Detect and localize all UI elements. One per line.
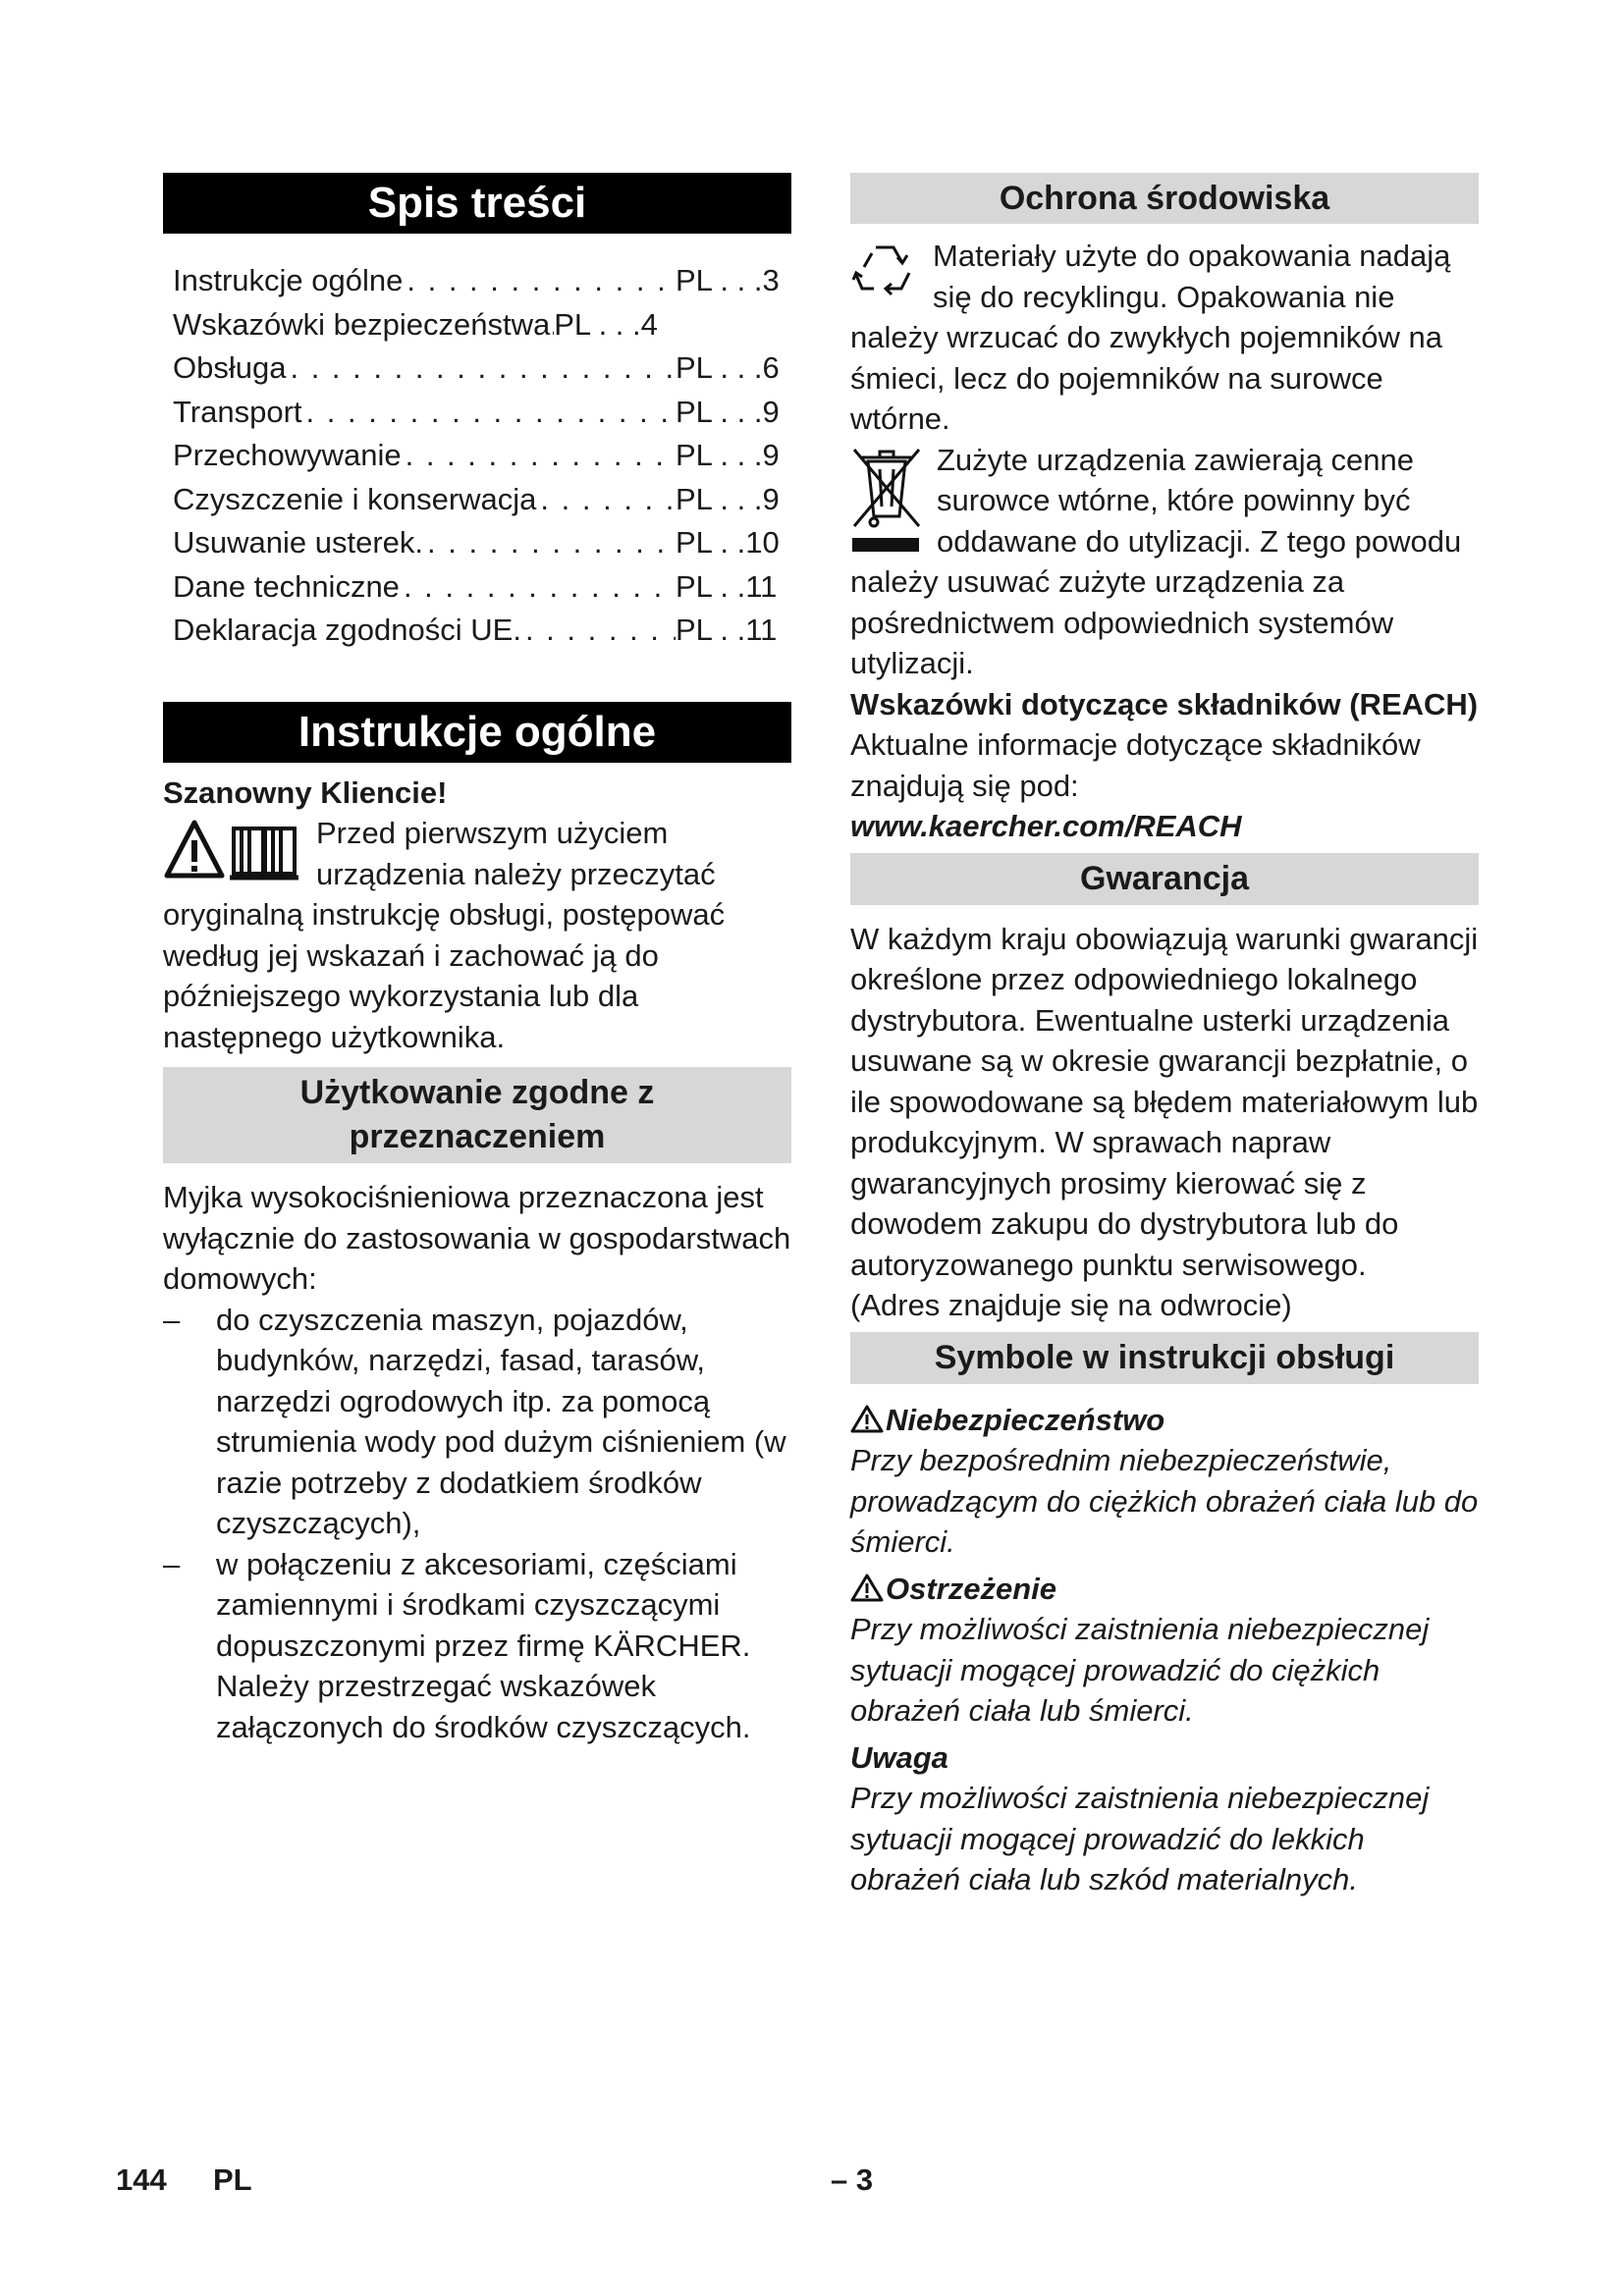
reach-heading: Wskazówki dotyczące składników (REACH) [850, 686, 1479, 721]
intended-use-text: Myjka wysokociśnieniowa przeznaczona jest wyłącznie do zastosowania w gospodarstwach domowych: [163, 1180, 791, 1296]
toc-row[interactable] [173, 478, 791, 522]
toc-row[interactable] [173, 391, 791, 435]
manual-book-icon [230, 828, 298, 878]
toc-item-ref: PL . . .9 [676, 394, 780, 429]
toc-item-title: Wskazówki bezpieczeństwa [173, 306, 551, 342]
toc-row[interactable] [173, 434, 791, 478]
weee-text: Zużyte urządzenia zawierają cenne surowce wtórne, które powinny być oddawane do utylizacji. Z tego powodu należy usuwać zużyte urządzenia za pośrednictwem odpowiednich systemów utylizacji. [850, 442, 1462, 680]
right-column [850, 173, 1479, 1900]
toc-item-title: Instrukcje ogólne [173, 263, 404, 297]
warning-triangle-icon [167, 823, 222, 876]
warranty-text: W każdym kraju obowiązują warunki gwarancji określone przez odpowiedniego lokalnego dystrybutora. Ewentualne usterki urządzenia usuwane są w okresie gwarancji bezpłatnie, o ile spowodowane są błędem materiałowym lub produkcyjnym. W sprawach napraw gwarancyjnych prosimy kierować się z dowodem zakupu do dystrybutora lub do autoryzowanego punktu serwisowego. [850, 921, 1479, 1282]
toc-item-ref: PL . . .9 [676, 438, 780, 472]
warranty-address: (Adres znajduje się na odwrocie) [850, 1288, 1292, 1322]
toc-item-title: Przechowywanie [173, 438, 402, 472]
greeting: Szanowny Kliencie! [163, 774, 448, 810]
toc-item-title: Transport [173, 394, 302, 429]
danger-text: Przy bezpośrednim niebezpieczeństwie, prowadzącym do ciężkich obrażeń ciała lub do śmierci. [850, 1443, 1479, 1559]
danger-heading: Niebezpieczeństwo [850, 1400, 1479, 1441]
language-code: PL [212, 2163, 252, 2197]
weee-paragraph [850, 440, 1479, 684]
warranty-heading: Gwarancja [850, 853, 1479, 905]
toc-leader-dots [521, 609, 676, 653]
toc-leader-dots [423, 521, 676, 565]
list-item: – w połączeniu z akcesoriami, częściami zamiennymi i środkami czyszczącymi dopuszczonymi przez firmę KÄRCHER. Należy przestrzegać wskazówek załączonych do środków czyszczących. [163, 1546, 751, 1744]
warning-text: Przy możliwości zaistnienia niebezpiecznej sytuacji mogącej prowadzić do ciężkich obrażeń ciała lub śmierci. [850, 1612, 1430, 1728]
toc-item-ref: PL . . .4 [554, 306, 658, 342]
toc-row[interactable] [173, 347, 791, 391]
toc-heading: Spis treści [163, 173, 791, 234]
toc-item-ref: PL . .11 [676, 568, 778, 604]
reach-link[interactable]: www.kaercher.com/REACH [850, 809, 1242, 843]
toc-leader-dots [302, 391, 676, 435]
left-column [163, 173, 791, 1747]
toc-row[interactable] [173, 609, 791, 653]
toc-item-ref: PL . . .6 [676, 350, 780, 385]
recycling-paragraph [850, 236, 1479, 440]
toc-row[interactable] [173, 259, 791, 303]
environment-heading: Ochrona środowiska [850, 173, 1479, 224]
warning-triangle-icon [850, 1573, 884, 1602]
toc-row[interactable] [173, 521, 791, 565]
caution-text: Przy możliwości zaistnienia niebezpiecznej sytuacji mogącej prowadzić do lekkich obrażeń ciała lub szkód materialnych. [850, 1781, 1430, 1896]
toc-leader-dots [402, 434, 676, 478]
list-item: – do czyszczenia maszyn, pojazdów, budynków, narzędzi, fasad, tarasów, narzędzi ogrodowych itp. za pomocą strumienia wody pod dużym ciśnieniem (w razie potrzeby z dodatkiem środków czyszczących), [163, 1302, 786, 1540]
warning-manual-icons [163, 817, 302, 881]
recycling-text: Materiały użyte do opakowania nadają się do recyklingu. Opakowania nie należy wrzucać do zwykłych pojemników na śmieci, lecz do pojemników na surowce wtórne. [850, 239, 1451, 436]
toc-item-title: Obsługa [173, 350, 287, 385]
page-number: 144 [116, 2163, 167, 2197]
toc-item-title: Czyszczenie i konserwacja [173, 481, 537, 516]
toc-item-title: Dane techniczne [173, 568, 400, 604]
toc-row[interactable] [173, 303, 791, 347]
toc-item-title: Deklaracja zgodności UE. [173, 613, 521, 647]
crossed-bin-icon [850, 444, 923, 560]
recycling-icon [850, 240, 919, 306]
general-intro-text: Przed pierwszym użyciem urządzenia należy przeczytać oryginalną instrukcję obsługi, postępować według jej wskazań i zachować ją do późniejszego wykorzystania lub dla następnego użytkownika. [163, 816, 726, 1054]
toc-item-ref: PL . . .9 [676, 481, 780, 516]
toc-row[interactable] [173, 565, 791, 610]
general-intro-paragraph [163, 813, 791, 1057]
warning-triangle-icon [850, 1404, 884, 1433]
toc-leader-dots [536, 478, 676, 522]
toc-leader-dots [400, 565, 676, 610]
general-heading: Instrukcje ogólne [163, 702, 791, 763]
page-footer-left [116, 2163, 252, 2198]
symbols-heading: Symbole w instrukcji obsługi [850, 1332, 1479, 1384]
toc-item-ref: PL . .11 [676, 613, 778, 647]
toc-leader-dots [286, 347, 676, 391]
table-of-contents [173, 259, 791, 653]
section-page-number: – 3 [831, 2163, 874, 2197]
reach-text: Aktualne informacje dotyczące składników znajdują się pod: [850, 727, 1421, 803]
toc-item-ref: PL . . .3 [676, 263, 780, 297]
intended-use-heading: Użytkowanie zgodne z przeznaczeniem [163, 1067, 791, 1163]
toc-item-title: Usuwanie usterek. [173, 525, 424, 560]
warning-heading: Ostrzeżenie [850, 1569, 1479, 1610]
toc-item-ref: PL . .10 [676, 525, 780, 560]
caution-heading: Uwaga [850, 1739, 948, 1775]
toc-leader-dots [403, 259, 676, 303]
